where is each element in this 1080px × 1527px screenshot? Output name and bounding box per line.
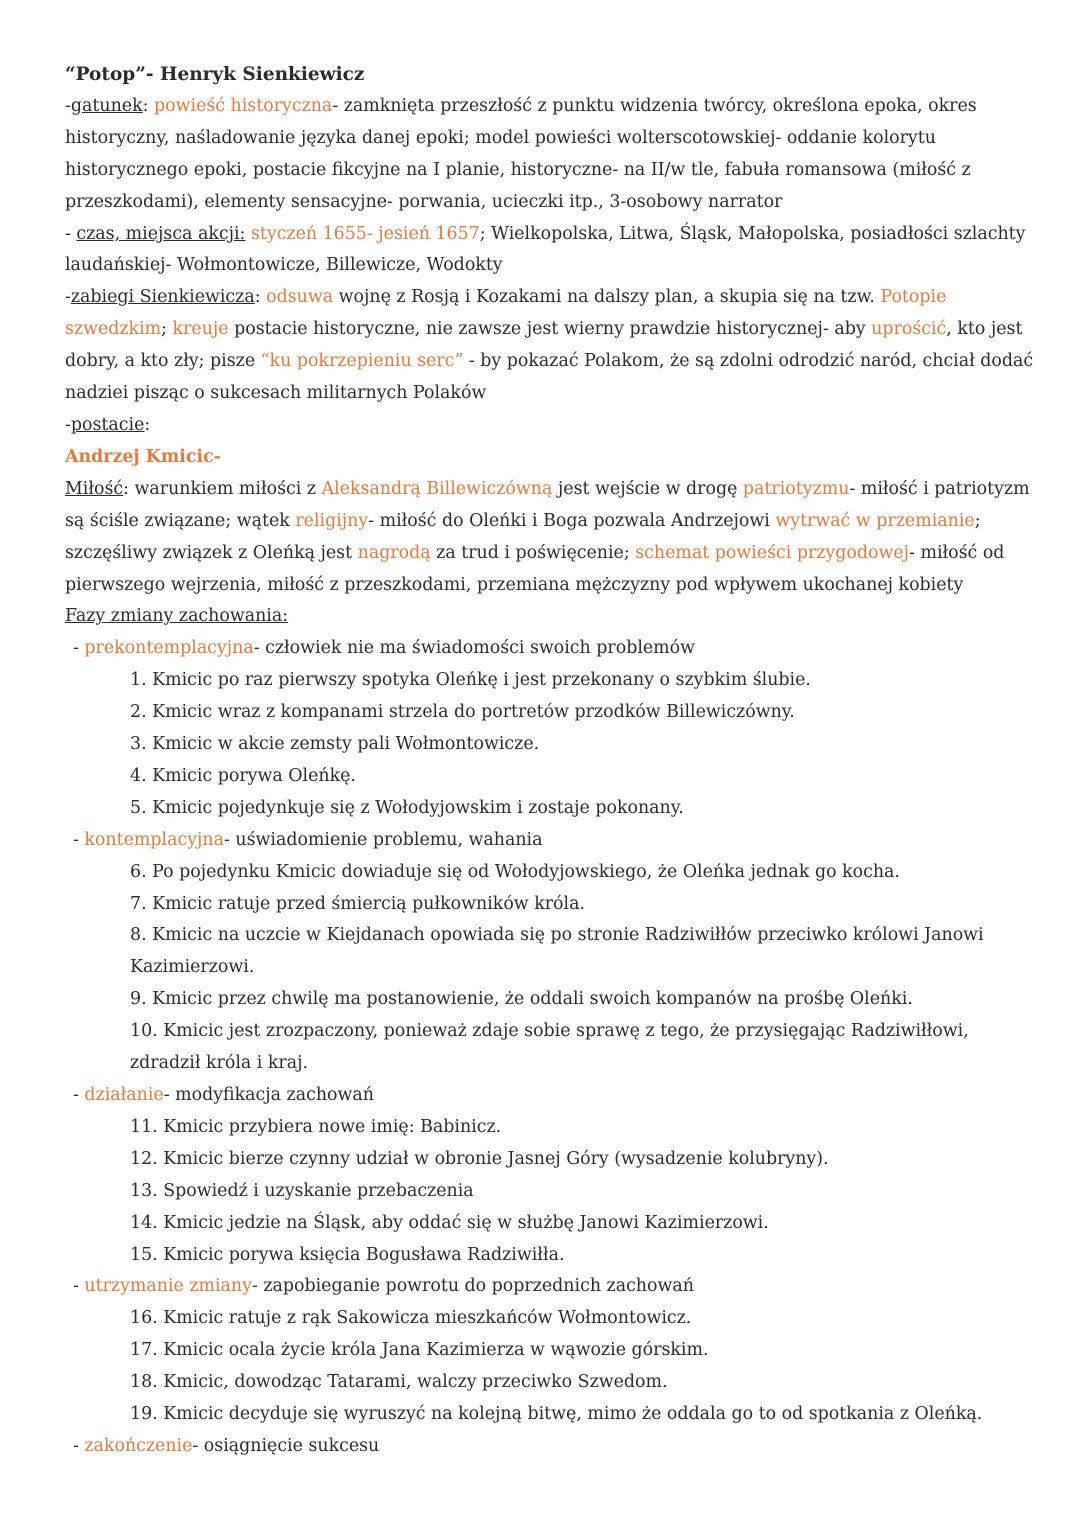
item-number: 6. — [130, 861, 153, 882]
item-text: Kmicic wraz z kompanami strzela do portretów przodków Billewiczówny. — [152, 702, 795, 723]
phase-heading: - zakończenie- osiągnięcie sukcesu — [73, 1435, 380, 1456]
section-milosc: Miłość: warunkiem miłości z Aleksandrą Billewiczówną jest wejście w drogę patriotyzmu- miłość i patriotyzm są ściśle związane; wątek religijny- miłość do Oleńki i Boga pozwala Andrzejowi wytrwać w przemianie; szczęśliwy związek z Oleńką jest nagrodą za trud i poświęcenie; schemat powieści przygodowej- miłość od pierwszego wejrzenia, miłość z przeszkodami, przemiana mężczyzny pod wpływem ukochanej kobiety — [65, 478, 1030, 595]
phase-name: zakończenie — [84, 1435, 193, 1456]
list-item — [65, 761, 1040, 793]
item-number: 5. — [130, 797, 153, 818]
item-text: Kmicic w akcie zemsty pali Wołmontowicze. — [152, 734, 540, 755]
item-number: 18. — [130, 1372, 164, 1393]
highlight-text: religijny — [295, 510, 369, 531]
item-text: Kmicic na uczcie w Kiejdanach opowiada się po stronie Radziwiłłów przeciwko królowi Janowi Kazimierzowi. — [130, 925, 984, 978]
phase-description: - modyfikacja zachowań — [163, 1085, 374, 1105]
phase-description: - osiągnięcie sukcesu — [192, 1435, 380, 1456]
body-text: ; — [161, 319, 173, 340]
item-text: Spowiedź i uzyskanie przebaczenia — [163, 1180, 474, 1201]
item-number: 4. — [130, 765, 153, 786]
label-zabiegi: zabiegi Sienkiewicza — [70, 287, 255, 308]
item-number: 15. — [130, 1244, 164, 1265]
list-item — [65, 793, 1040, 825]
highlight-text: Potopie szwedzkim — [65, 287, 947, 340]
item-number: 10. — [130, 1021, 164, 1042]
list-item — [65, 1303, 1040, 1335]
label-milosc: Miłość — [65, 478, 124, 499]
item-text: Kmicic, dowodząc Tatarami, walczy przeciwko Szwedom. — [163, 1372, 668, 1393]
phase-description: - uświadomienie problemu, wahania — [223, 829, 543, 850]
list-item — [65, 1112, 1040, 1144]
body-text: - by pokazać Polakom, że są zdolni odrodzić naród, chciał dodać nadziei pisząc o sukcesach militarnych Polaków — [65, 351, 1034, 404]
phase-heading: - działanie- modyfikacja zachowań — [73, 1085, 374, 1105]
label-postacie: postacie — [70, 414, 145, 435]
list-item — [65, 984, 1040, 1016]
item-text: Kmicic porywa księcia Bogusława Radziwiłła. — [163, 1244, 565, 1265]
list-item — [65, 1208, 1040, 1240]
highlight-text: “ku pokrzepieniu serc” — [260, 351, 464, 372]
item-text: Kmicic porywa Oleńkę. — [152, 765, 356, 786]
list-item — [65, 1367, 1040, 1399]
event-list — [65, 1112, 1040, 1272]
highlight-text: styczeń 1655- jesień 1657 — [250, 223, 480, 244]
item-text: Kmicic jedzie na Śląsk, aby oddać się w służbę Janowi Kazimierzowi. — [163, 1212, 769, 1233]
list-item — [65, 697, 1040, 729]
list-item — [65, 1016, 1040, 1080]
list-item — [65, 1335, 1040, 1367]
item-number: 2. — [130, 702, 153, 723]
list-item — [65, 920, 1040, 984]
section-gatunek: -gatunek: powieść historyczna- zamknięta przeszłość z punktu widzenia twórcy, określona epoka, okres historyczny, naśladowanie języka danej epoki; model powieści wolterscotowskiej- oddanie kolorytu historycznego epoki, postacie fikcyjne na I planie, historyczne- na II/w tle, fabuła romansowa (miłość z przeszkodami), elementy sensacyjne- porwania, ucieczki itp., 3-osobowy narrator — [65, 95, 977, 212]
phase-name: prekontemplacyjna — [84, 638, 254, 659]
highlight-text: nagrodą — [357, 542, 431, 563]
item-number: 9. — [130, 989, 153, 1010]
list-item — [65, 1144, 1040, 1176]
phase-heading: - kontemplacyjna- uświadomienie problemu, wahania — [73, 829, 543, 850]
item-text: Kmicic przez chwilę ma postanowienie, że oddali swoich kompanów na prośbę Oleńki. — [152, 989, 913, 1010]
highlight-text: schemat powieści przygodowej — [635, 542, 910, 563]
character-heading: Andrzej Kmicic- — [65, 446, 221, 467]
item-number: 17. — [130, 1340, 164, 1361]
highlight-text: kreuje — [172, 319, 229, 340]
highlight-text: wytrwać w przemianie — [775, 510, 975, 531]
list-item — [65, 729, 1040, 761]
body-text: wojnę z Rosją i Kozakami na dalszy plan, a skupia się na tzw. — [333, 287, 881, 308]
list-item — [65, 1240, 1040, 1272]
item-text: Kmicic ratuje z rąk Sakowicza mieszkańców Wołmontowicz. — [163, 1308, 692, 1329]
section-postacie: -postacie: — [65, 414, 151, 435]
event-list — [65, 1303, 1040, 1431]
highlight-text: Aleksandrą Billewiczówną — [321, 478, 553, 499]
item-text: Kmicic pojedynkuje się z Wołodyjowskim i zostaje pokonany. — [152, 797, 684, 818]
section-zabiegi: -zabiegi Sienkiewicza: odsuwa wojnę z Rosją i Kozakami na dalszy plan, a skupia się na tzw. Potopie szwedzkim; kreuje postacie historyczne, nie zawsze jest wierny prawdzie historycznej- aby uprościć, kto jest dobry, a kto zły; pisze “ku pokrzepieniu serc” - by pokazać Polakom, że są zdolni odrodzić naród, chciał dodać nadziei pisząc o sukcesach militarnych Polaków — [65, 287, 1034, 404]
item-number: 3. — [130, 734, 153, 755]
item-number: 13. — [130, 1180, 164, 1201]
label-czas: czas, miejsca akcji: — [76, 223, 246, 244]
document-title: “Potop”- Henryk Sienkiewicz — [65, 64, 365, 85]
item-number: 14. — [130, 1212, 164, 1233]
phase-name: kontemplacyjna — [84, 829, 224, 850]
body-text: - zamknięta przeszłość z punktu widzenia twórcy, określona epoka, okres historyczny, naśladowanie języka danej epoki; model powieści wolterscotowskiej- oddanie kolorytu historycznego epoki, postacie fikcyjne na I planie, historyczne- na II/w tle, fabuła romansowa (miłość z przeszkodami), elementy sensacyjne- porwania, ucieczki itp., 3-osobowy narrator — [65, 95, 977, 212]
item-text: Kmicic jest zrozpaczony, ponieważ zdaje sobie sprawę z tego, że przysięgając Radziwiłłowi, zdradził króla i kraj. — [130, 1021, 969, 1074]
item-number: 12. — [130, 1148, 164, 1169]
list-item — [65, 857, 1040, 889]
list-item — [65, 1176, 1040, 1208]
phase-description: - człowiek nie ma świadomości swoich problemów — [253, 638, 696, 659]
item-text: Kmicic bierze czynny udział w obronie Jasnej Góry (wysadzenie kolubryny). — [163, 1148, 829, 1169]
event-list — [65, 857, 1040, 1080]
phase-heading: - utrzymanie zmiany- zapobieganie powrotu do poprzednich zachowań — [73, 1276, 694, 1297]
event-list — [65, 665, 1040, 825]
phase-name: utrzymanie zmiany — [84, 1276, 252, 1297]
phases-heading: Fazy zmiany zachowania: — [65, 606, 289, 627]
highlight-text: patriotyzmu — [742, 478, 850, 499]
highlight-text: powieść historyczna — [154, 95, 333, 116]
phases-list — [65, 633, 1040, 1463]
item-text: Kmicic ocala życie króla Jana Kazimierza w wąwozie górskim. — [163, 1340, 709, 1361]
item-text: Kmicic ratuje przed śmiercią pułkowników króla. — [152, 893, 585, 914]
item-number: 7. — [130, 893, 153, 914]
body-text: postacie historyczne, nie zawsze jest wierny prawdzie historycznej- aby — [228, 319, 872, 340]
phase-description: - zapobieganie powrotu do poprzednich zachowań — [251, 1276, 694, 1297]
label-gatunek: gatunek — [70, 95, 143, 116]
item-text: Kmicic po raz pierwszy spotyka Oleńkę i jest przekonany o szybkim ślubie. — [152, 670, 811, 691]
list-item — [65, 665, 1040, 697]
item-number: 11. — [130, 1116, 164, 1137]
highlight-text: uprościć — [871, 319, 947, 340]
phase-heading: - prekontemplacyjna- człowiek nie ma świadomości swoich problemów — [73, 638, 696, 659]
item-number: 8. — [130, 925, 153, 946]
item-number: 19. — [130, 1404, 164, 1425]
section-czas: - czas, miejsca akcji: styczeń 1655- jesień 1657; Wielkopolska, Litwa, Śląsk, Małopolska, posiadłości szlachty laudańskiej- Wołmontowicze, Billewicze, Wodokty — [65, 223, 1026, 276]
item-number: 16. — [130, 1308, 164, 1329]
list-item — [65, 889, 1040, 921]
item-number: 1. — [130, 670, 153, 691]
body-text: , kto jest dobry, a kto zły; pisze — [65, 319, 1023, 372]
item-text: Kmicic przybiera nowe imię: Babinicz. — [163, 1116, 502, 1137]
item-text: Po pojedynku Kmicic dowiaduje się od Wołodyjowskiego, że Oleńka jednak go kocha. — [152, 861, 900, 882]
body-text: ; Wielkopolska, Litwa, Śląsk, Małopolska, posiadłości szlachty laudańskiej- Wołmontowicze, Billewicze, Wodokty — [65, 223, 1026, 276]
list-item — [65, 1399, 1040, 1431]
phase-name: działanie — [84, 1085, 164, 1105]
item-text: Kmicic decyduje się wyruszyć na kolejną bitwę, mimo że oddala go to od spotkania z Oleńką. — [163, 1404, 983, 1425]
highlight-text: odsuwa — [266, 287, 334, 308]
